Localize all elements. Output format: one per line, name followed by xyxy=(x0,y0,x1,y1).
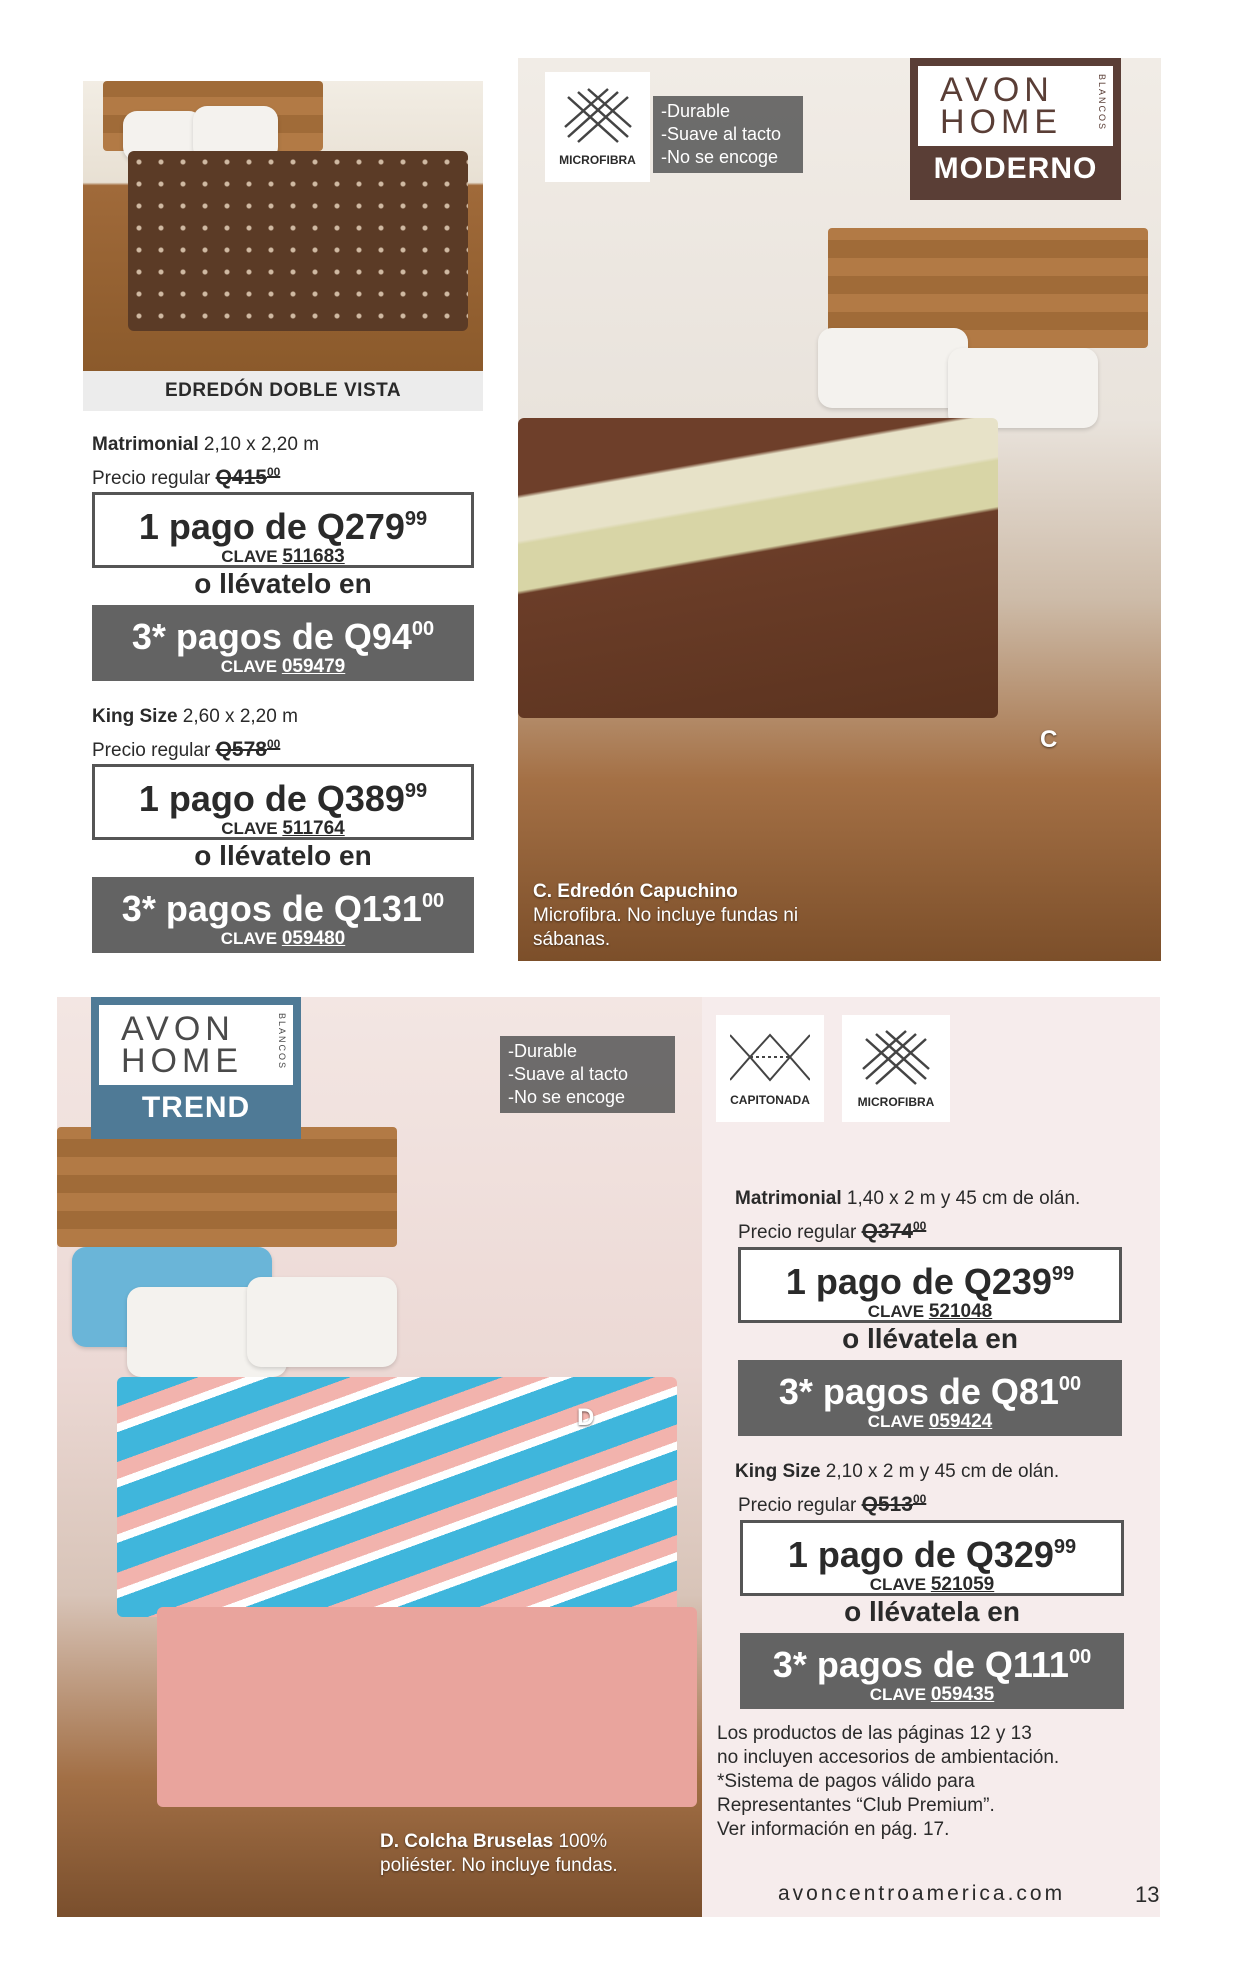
one-payment-box xyxy=(738,1247,1122,1323)
feature-item: -Suave al tacto xyxy=(661,124,782,144)
one-payment-price: 1 pago de $Q279^{99}$ xyxy=(138,506,428,547)
three-payment-box xyxy=(92,877,474,953)
clave-three: CLAVE 059435 xyxy=(869,1684,995,1705)
capitonada-label: CAPITONADA xyxy=(730,1093,810,1107)
bed-skirt xyxy=(157,1607,697,1807)
microfibra-icon xyxy=(563,87,633,147)
pillow xyxy=(247,1277,397,1367)
pillow xyxy=(818,328,968,408)
quilt xyxy=(518,418,998,718)
pillow xyxy=(948,348,1098,428)
regular-price-line xyxy=(738,1214,926,1245)
or-line: o llévatelo en xyxy=(194,840,372,871)
regular-price: $Q578^{00}$ xyxy=(215,737,281,761)
microfibra-badge xyxy=(545,72,650,182)
size-dims: 2,60 x 2,20 m xyxy=(182,706,298,727)
note-line: no incluyen accesorios de ambientación. xyxy=(717,1747,1060,1768)
one-payment-box xyxy=(740,1520,1124,1596)
footnotes xyxy=(717,1722,1147,1842)
or-line: o llévatela en xyxy=(844,1596,1020,1627)
note-line: Ver información en pág. 17. xyxy=(717,1819,950,1840)
product-c-caption xyxy=(533,880,833,952)
regular-price-line xyxy=(738,1487,926,1518)
microfibra-icon xyxy=(861,1029,931,1089)
three-payment-box xyxy=(92,605,474,681)
three-payment-price: 3* pagos de $Q94^{00}$ xyxy=(131,616,435,657)
caption-title: C. Edredón Capuchino xyxy=(533,881,738,902)
regular-label: Precio regular xyxy=(92,740,211,761)
one-payment-price: 1 pago de $Q239^{99}$ xyxy=(785,1261,1075,1302)
feature-item: -Durable xyxy=(661,101,731,121)
regular-price-line xyxy=(92,460,280,491)
caption-title: D. Colcha Bruselas xyxy=(380,1831,554,1852)
brand-logo-moderno xyxy=(910,58,1121,200)
clave-one: CLAVE 511683 xyxy=(221,546,345,567)
size-line xyxy=(92,705,298,729)
feature-item: -No se encoge xyxy=(661,147,779,167)
regular-price: $Q415^{00}$ xyxy=(215,465,281,489)
size-line xyxy=(92,433,319,457)
brand-side-label: BLANCOS xyxy=(277,1013,287,1071)
note-line: Los productos de las páginas 12 y 13 xyxy=(717,1723,1032,1744)
brand-word-home: HOME xyxy=(121,1042,243,1080)
regular-price: $Q374^{00}$ xyxy=(861,1219,927,1243)
one-payment-price: 1 pago de $Q329^{99}$ xyxy=(787,1534,1077,1575)
one-payment-box xyxy=(92,492,474,568)
one-payment-price: 1 pago de $Q389^{99}$ xyxy=(138,778,428,819)
caption-body: 100% poliéster. No incluye fundas. xyxy=(380,1831,618,1876)
note-line: Representantes “Club Premium”. xyxy=(717,1795,995,1816)
note-line: *Sistema de pagos válido para xyxy=(717,1771,975,1792)
product-d-caption xyxy=(380,1830,680,1878)
brand-side-label: BLANCOS xyxy=(1097,74,1107,132)
capitonada-icon xyxy=(730,1030,810,1085)
headboard xyxy=(57,1127,397,1247)
brand-word-home: HOME xyxy=(940,103,1062,141)
three-payment-price: 3* pagos de $Q111^{00}$ xyxy=(772,1644,1092,1685)
brand-logo-trend xyxy=(91,997,301,1139)
size-line xyxy=(735,1187,1080,1211)
regular-label: Precio regular xyxy=(738,1222,857,1243)
size-name: King Size xyxy=(735,1461,821,1482)
microfibra-badge xyxy=(842,1015,950,1122)
three-payment-box xyxy=(740,1633,1124,1709)
clave-one: CLAVE 521048 xyxy=(867,1301,993,1322)
product-a-caption: EDREDÓN DOBLE VISTA xyxy=(83,371,483,411)
regular-price-line xyxy=(92,732,280,763)
brand-collection: TREND xyxy=(141,1091,251,1124)
quilt xyxy=(128,151,468,331)
or-line: o llévatela en xyxy=(842,1323,1018,1354)
page-number: 13 xyxy=(1135,1882,1160,1907)
feature-item: -Suave al tacto xyxy=(508,1064,629,1084)
regular-price: $Q513^{00}$ xyxy=(861,1492,927,1516)
size-name: King Size xyxy=(92,706,178,727)
size-line xyxy=(735,1460,1059,1484)
clave-one: CLAVE 511764 xyxy=(221,818,345,839)
three-payment-price: 3* pagos de $Q131^{00}$ xyxy=(121,888,445,929)
brand-logo-inner xyxy=(918,66,1113,146)
capitonada-badge xyxy=(716,1015,824,1122)
three-payment-price: 3* pagos de $Q81^{00}$ xyxy=(778,1371,1082,1412)
one-payment-box xyxy=(92,764,474,840)
regular-label: Precio regular xyxy=(738,1495,857,1516)
brand-word-avon: AVON xyxy=(940,71,1054,109)
size-dims: 2,10 x 2,20 m xyxy=(203,434,320,455)
three-payment-box xyxy=(738,1360,1122,1436)
or-line: o llévatelo en xyxy=(194,568,372,599)
features-box xyxy=(500,1036,675,1113)
brand-logo-inner xyxy=(99,1005,293,1085)
clave-three: CLAVE 059480 xyxy=(220,928,346,949)
regular-label: Precio regular xyxy=(92,468,211,489)
footer-url: avoncentroamerica.com xyxy=(778,1882,1066,1905)
photo-letter: C xyxy=(1040,726,1058,753)
feature-item: -Durable xyxy=(508,1041,578,1061)
clave-three: CLAVE 059479 xyxy=(220,656,346,677)
microfibra-label: MICROFIBRA xyxy=(857,1094,935,1109)
size-dims: 2,10 x 2 m y 45 cm de olán. xyxy=(825,1461,1060,1482)
size-name: Matrimonial xyxy=(92,434,199,455)
clave-one: CLAVE 521059 xyxy=(869,1574,995,1595)
product-a-photo xyxy=(83,81,483,371)
brand-word-avon: AVON xyxy=(121,1010,235,1048)
size-name: Matrimonial xyxy=(735,1188,842,1209)
photo-letter: D xyxy=(577,1404,595,1431)
features-box xyxy=(653,96,803,173)
size-dims: 1,40 x 2 m y 45 cm de olán. xyxy=(846,1188,1081,1209)
clave-three: CLAVE 059424 xyxy=(867,1411,993,1432)
microfibra-label: MICROFIBRA xyxy=(559,153,636,167)
brand-collection: MODERNO xyxy=(933,152,1098,185)
caption-body: Microfibra. No incluye fundas ni sábanas. xyxy=(533,905,799,950)
feature-item: -No se encoge xyxy=(508,1087,626,1107)
